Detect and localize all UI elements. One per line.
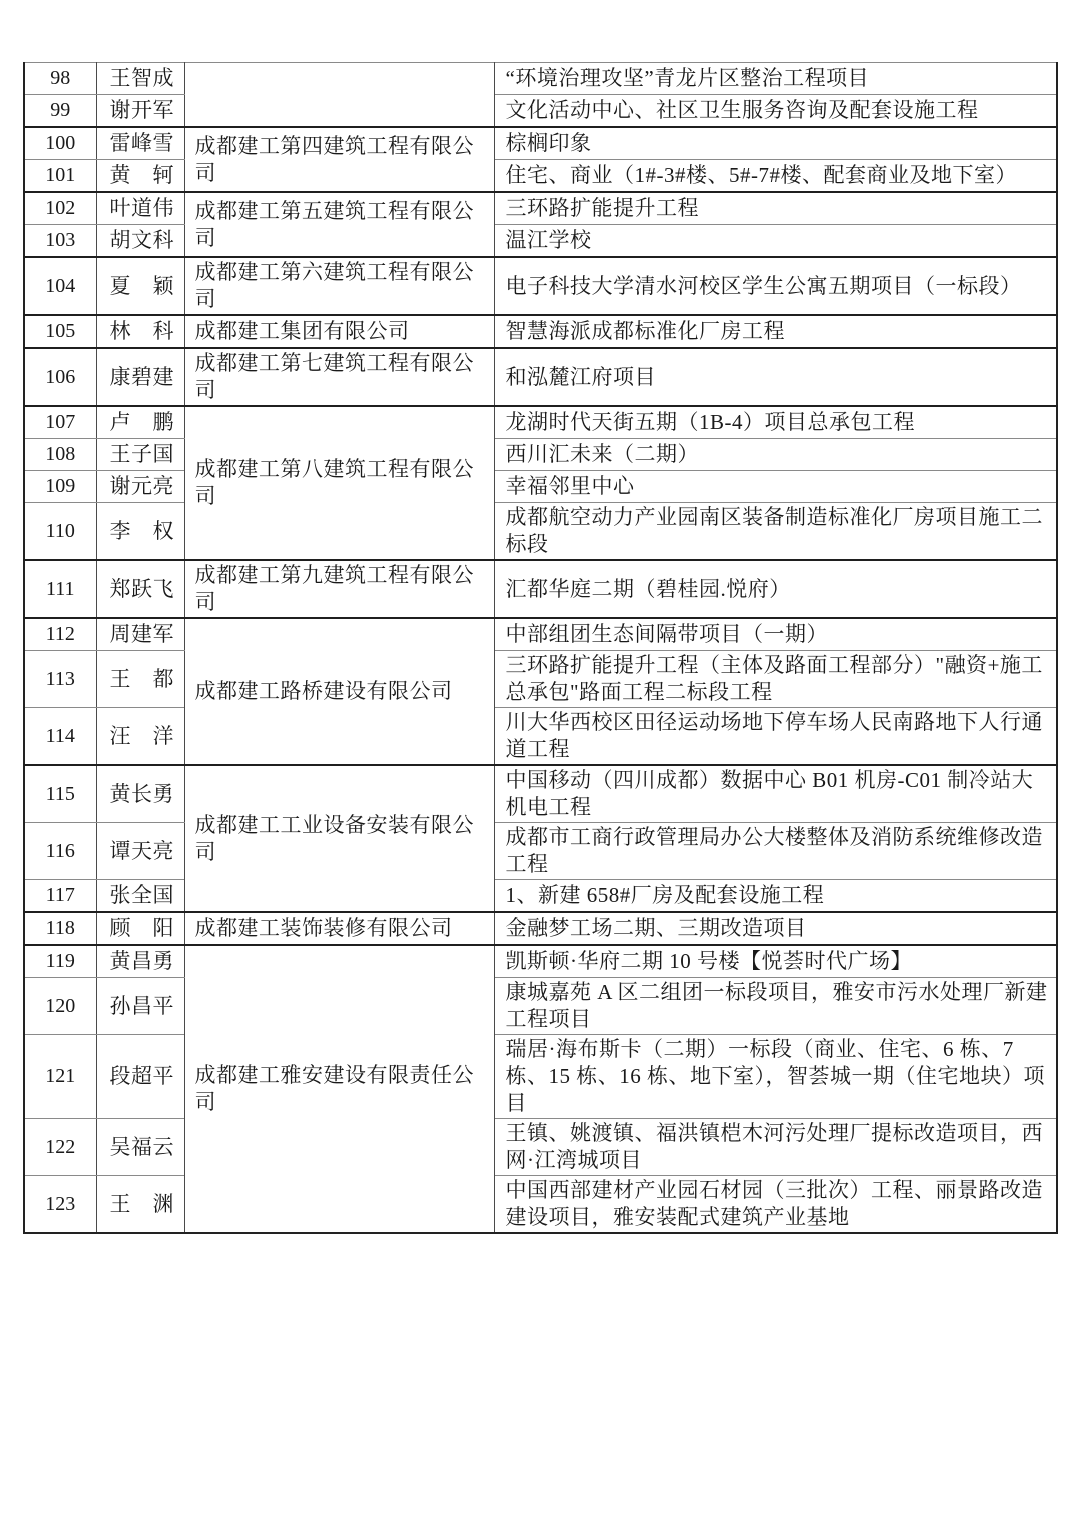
project-cell: 棕榈印象 xyxy=(494,127,1057,160)
company-cell: 成都建工第七建筑工程有限公司 xyxy=(184,348,494,406)
name-cell: 黄长勇 xyxy=(96,765,184,823)
name-cell: 周建军 xyxy=(96,618,184,651)
table-row xyxy=(24,315,1057,348)
table-row xyxy=(24,560,1057,618)
project-cell: 龙湖时代天街五期（1B-4）项目总承包工程 xyxy=(494,406,1057,439)
project-cell: “环境治理攻坚”青龙片区整治工程项目 xyxy=(494,63,1057,95)
name-cell: 卢 鹏 xyxy=(96,406,184,439)
project-cell: 中国西部建材产业园石材园（三批次）工程、丽景路改造建设项目，雅安装配式建筑产业基地 xyxy=(494,1176,1057,1234)
project-cell: 成都航空动力产业园南区装备制造标准化厂房项目施工二标段 xyxy=(494,503,1057,561)
name-cell: 康碧建 xyxy=(96,348,184,406)
row-number-cell: 99 xyxy=(24,95,96,128)
table-row xyxy=(24,945,1057,978)
row-number-cell: 117 xyxy=(24,880,96,913)
row-number-cell: 123 xyxy=(24,1176,96,1234)
project-cell: 汇都华庭二期（碧桂园.悦府） xyxy=(494,560,1057,618)
row-number-cell: 111 xyxy=(24,560,96,618)
name-cell: 夏 颖 xyxy=(96,257,184,315)
row-number-cell: 107 xyxy=(24,406,96,439)
row-number-cell: 118 xyxy=(24,912,96,945)
table-row xyxy=(24,823,1057,880)
name-cell: 谢开军 xyxy=(96,95,184,128)
table-row xyxy=(24,406,1057,439)
row-number-cell: 108 xyxy=(24,439,96,471)
row-number-cell: 105 xyxy=(24,315,96,348)
company-cell: 成都建工第八建筑工程有限公司 xyxy=(184,406,494,560)
name-cell: 王 都 xyxy=(96,651,184,708)
table-row xyxy=(24,257,1057,315)
company-cell: 成都建工第六建筑工程有限公司 xyxy=(184,257,494,315)
table-row xyxy=(24,1035,1057,1119)
name-cell: 胡文科 xyxy=(96,225,184,258)
company-cell: 成都建工雅安建设有限责任公司 xyxy=(184,945,494,1233)
row-number-cell: 100 xyxy=(24,127,96,160)
personnel-project-table xyxy=(23,62,1058,1234)
name-cell: 黄昌勇 xyxy=(96,945,184,978)
project-cell: 三环路扩能提升工程（主体及路面工程部分）"融资+施工总承包"路面工程二标段工程 xyxy=(494,651,1057,708)
table-row xyxy=(24,978,1057,1035)
table-row xyxy=(24,708,1057,766)
row-number-cell: 102 xyxy=(24,192,96,225)
company-cell: 成都建工第五建筑工程有限公司 xyxy=(184,192,494,257)
table-row xyxy=(24,127,1057,160)
name-cell: 李 权 xyxy=(96,503,184,561)
name-cell: 汪 洋 xyxy=(96,708,184,766)
company-cell: 成都建工装饰装修有限公司 xyxy=(184,912,494,945)
name-cell: 顾 阳 xyxy=(96,912,184,945)
row-number-cell: 113 xyxy=(24,651,96,708)
row-number-cell: 120 xyxy=(24,978,96,1035)
row-number-cell: 121 xyxy=(24,1035,96,1119)
table-row xyxy=(24,348,1057,406)
table-row xyxy=(24,1176,1057,1234)
project-cell: 金融梦工场二期、三期改造项目 xyxy=(494,912,1057,945)
row-number-cell: 115 xyxy=(24,765,96,823)
name-cell: 黄 轲 xyxy=(96,160,184,193)
table-row xyxy=(24,160,1057,193)
table-row xyxy=(24,765,1057,823)
row-number-cell: 103 xyxy=(24,225,96,258)
project-cell: 1、新建 658#厂房及配套设施工程 xyxy=(494,880,1057,913)
row-number-cell: 116 xyxy=(24,823,96,880)
row-number-cell: 122 xyxy=(24,1119,96,1176)
table-row xyxy=(24,1119,1057,1176)
table-row xyxy=(24,503,1057,561)
row-number-cell: 98 xyxy=(24,63,96,95)
name-cell: 王智成 xyxy=(96,63,184,95)
project-cell: 王镇、姚渡镇、福洪镇桤木河污处理厂提标改造项目，西网·江湾城项目 xyxy=(494,1119,1057,1176)
row-number-cell: 110 xyxy=(24,503,96,561)
table-body xyxy=(24,63,1057,1234)
company-cell: 成都建工路桥建设有限公司 xyxy=(184,618,494,765)
company-cell: 成都建工第九建筑工程有限公司 xyxy=(184,560,494,618)
table-row xyxy=(24,471,1057,503)
name-cell: 孙昌平 xyxy=(96,978,184,1035)
row-number-cell: 112 xyxy=(24,618,96,651)
name-cell: 段超平 xyxy=(96,1035,184,1119)
company-cell xyxy=(184,63,494,128)
table-row xyxy=(24,651,1057,708)
table-row xyxy=(24,225,1057,258)
project-cell: 智慧海派成都标准化厂房工程 xyxy=(494,315,1057,348)
project-cell: 成都市工商行政管理局办公大楼整体及消防系统维修改造工程 xyxy=(494,823,1057,880)
name-cell: 郑跃飞 xyxy=(96,560,184,618)
name-cell: 吴福云 xyxy=(96,1119,184,1176)
table-row xyxy=(24,912,1057,945)
name-cell: 王 渊 xyxy=(96,1176,184,1234)
name-cell: 谭天亮 xyxy=(96,823,184,880)
row-number-cell: 114 xyxy=(24,708,96,766)
company-cell: 成都建工集团有限公司 xyxy=(184,315,494,348)
table-row xyxy=(24,439,1057,471)
row-number-cell: 109 xyxy=(24,471,96,503)
row-number-cell: 119 xyxy=(24,945,96,978)
project-cell: 中国移动（四川成都）数据中心 B01 机房-C01 制冷站大机电工程 xyxy=(494,765,1057,823)
name-cell: 雷峰雪 xyxy=(96,127,184,160)
company-cell: 成都建工第四建筑工程有限公司 xyxy=(184,127,494,192)
project-cell: 文化活动中心、社区卫生服务咨询及配套设施工程 xyxy=(494,95,1057,128)
row-number-cell: 104 xyxy=(24,257,96,315)
project-cell: 西川汇未来（二期） xyxy=(494,439,1057,471)
table-row xyxy=(24,95,1057,128)
project-cell: 三环路扩能提升工程 xyxy=(494,192,1057,225)
name-cell: 张全国 xyxy=(96,880,184,913)
company-cell: 成都建工工业设备安装有限公司 xyxy=(184,765,494,912)
project-cell: 凯斯顿·华府二期 10 号楼【悦荟时代广场】 xyxy=(494,945,1057,978)
project-cell: 康城嘉苑 A 区二组团一标段项目，雅安市污水处理厂新建工程项目 xyxy=(494,978,1057,1035)
table-row xyxy=(24,63,1057,95)
project-cell: 中部组团生态间隔带项目（一期） xyxy=(494,618,1057,651)
name-cell: 林 科 xyxy=(96,315,184,348)
project-cell: 和泓麓江府项目 xyxy=(494,348,1057,406)
table-row xyxy=(24,880,1057,913)
row-number-cell: 106 xyxy=(24,348,96,406)
project-cell: 幸福邻里中心 xyxy=(494,471,1057,503)
project-cell: 温江学校 xyxy=(494,225,1057,258)
project-cell: 住宅、商业（1#-3#楼、5#-7#楼、配套商业及地下室） xyxy=(494,160,1057,193)
name-cell: 谢元亮 xyxy=(96,471,184,503)
name-cell: 王子国 xyxy=(96,439,184,471)
project-cell: 电子科技大学清水河校区学生公寓五期项目（一标段） xyxy=(494,257,1057,315)
project-cell: 川大华西校区田径运动场地下停车场人民南路地下人行通道工程 xyxy=(494,708,1057,766)
name-cell: 叶道伟 xyxy=(96,192,184,225)
table-row xyxy=(24,192,1057,225)
project-cell: 瑞居·海布斯卡（二期）一标段（商业、住宅、6 栋、7 栋、15 栋、16 栋、地下室），智荟城一期（住宅地块）项目 xyxy=(494,1035,1057,1119)
table-row xyxy=(24,618,1057,651)
row-number-cell: 101 xyxy=(24,160,96,193)
